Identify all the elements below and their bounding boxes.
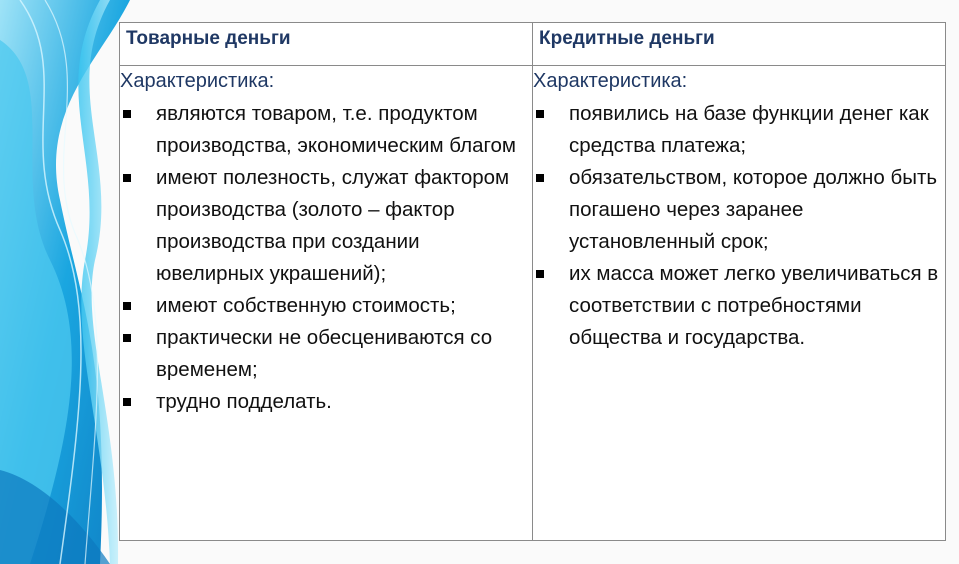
credit-features-list <box>533 98 945 354</box>
comparison-table <box>119 22 946 541</box>
list-item: их масса может легко увеличиваться в соответствии с потребностями общества и государства. <box>533 258 945 354</box>
bullet-icon <box>123 302 131 310</box>
list-item: появились на базе функции денег как средства платежа; <box>533 98 945 162</box>
commodity-money-cell <box>120 66 533 541</box>
bullet-icon <box>536 174 544 182</box>
header-commodity-money: Товарные деньги <box>120 23 533 66</box>
list-item: являются товаром, т.е. продуктом производства, экономическим благом <box>120 98 532 162</box>
credit-money-cell <box>533 66 946 541</box>
list-item: трудно подделать. <box>120 386 532 418</box>
list-item: имеют полезность, служат фактором производства (золото – фактор производства при создании ювелирных украшений); <box>120 162 532 290</box>
bullet-icon <box>536 270 544 278</box>
list-item: имеют собственную стоимость; <box>120 290 532 322</box>
table-header-row <box>120 23 946 66</box>
list-item: практически не обесцениваются со временем; <box>120 322 532 386</box>
table-body-row <box>120 66 946 541</box>
header-credit-money: Кредитные деньги <box>533 23 946 66</box>
characteristic-label: Характеристика: <box>533 70 688 92</box>
characteristic-label: Характеристика: <box>120 70 275 92</box>
bullet-icon <box>123 334 131 342</box>
list-item: обязательством, которое должно быть погашено через заранее установленный срок; <box>533 162 945 258</box>
bullet-icon <box>123 110 131 118</box>
bullet-icon <box>536 110 544 118</box>
bullet-icon <box>123 174 131 182</box>
commodity-features-list <box>120 98 532 418</box>
bullet-icon <box>123 398 131 406</box>
